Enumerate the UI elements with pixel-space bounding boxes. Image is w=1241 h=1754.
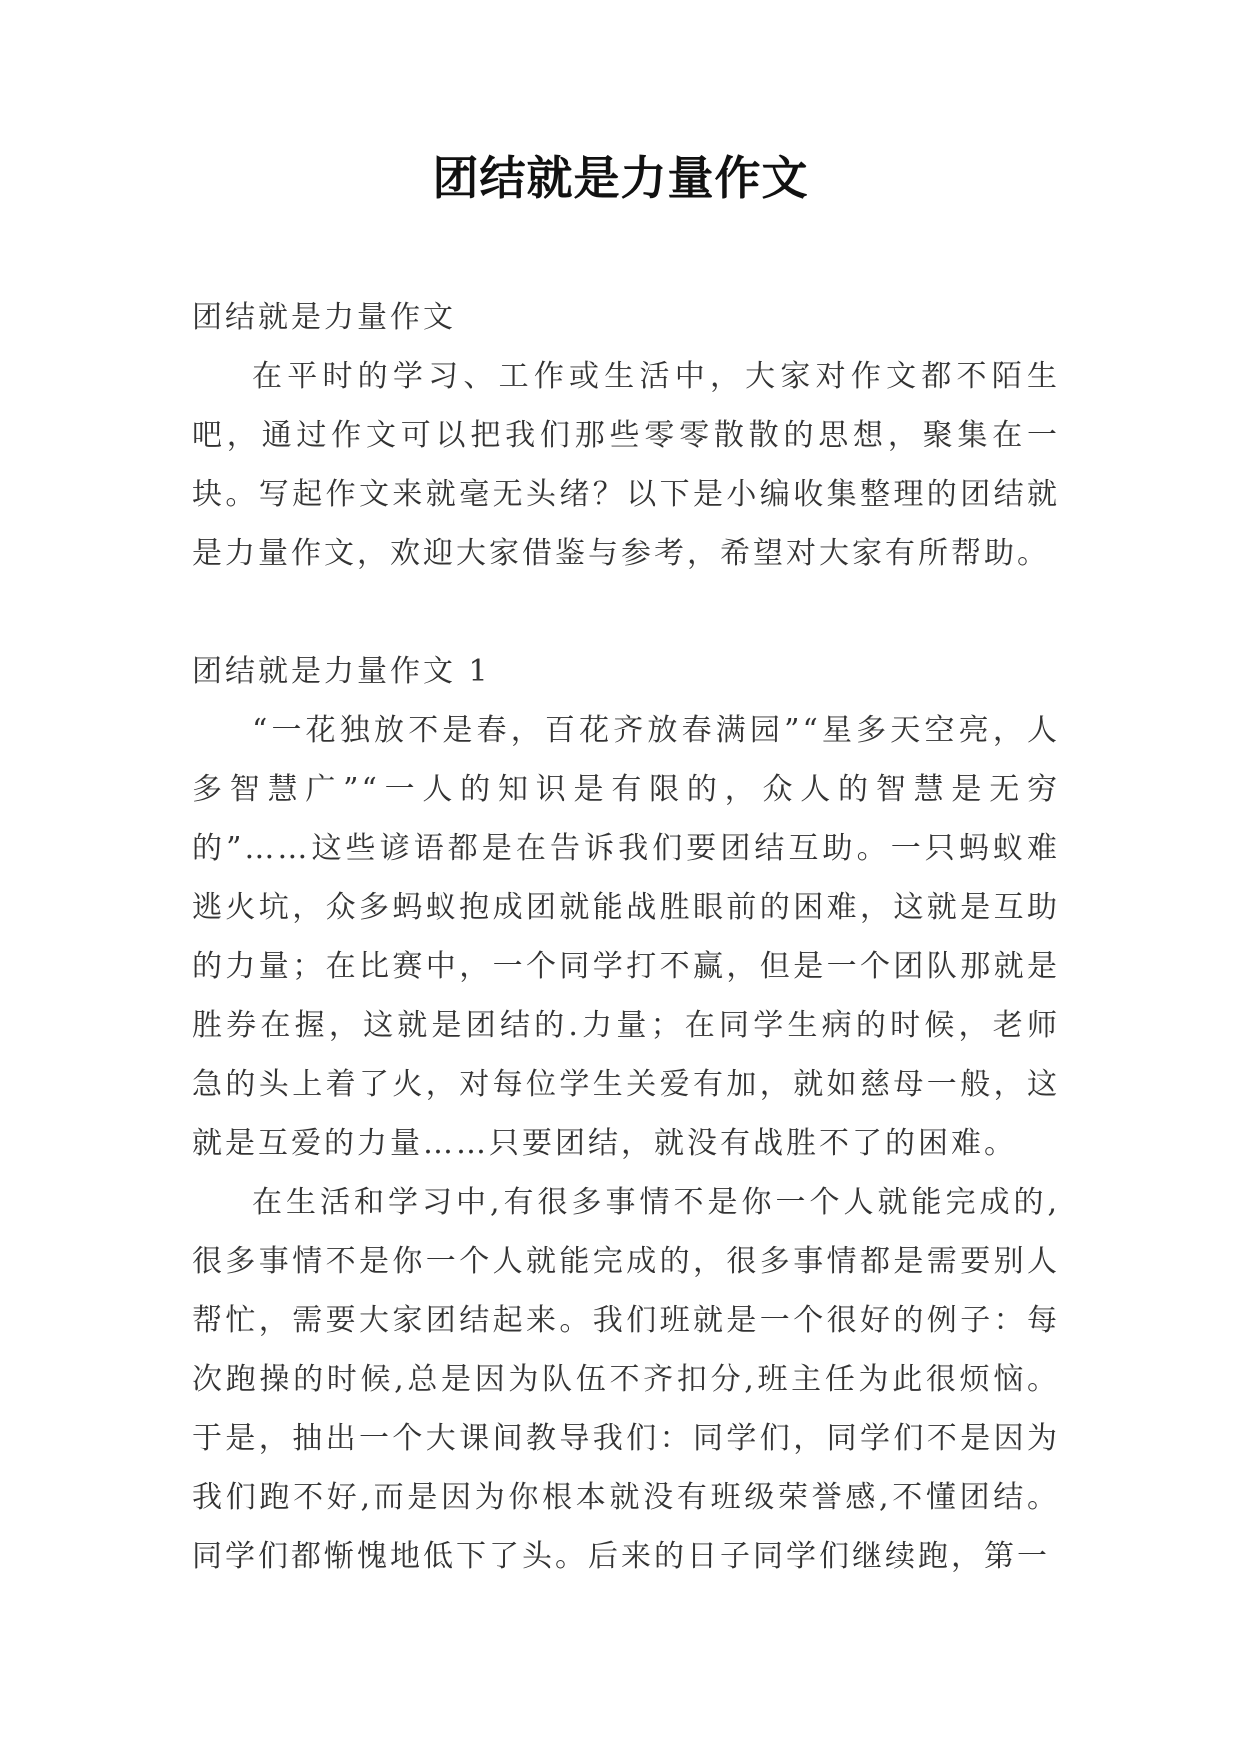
section-paragraph-1: “一花独放不是春，百花齐放春满园”“星多天空亮，人多智慧广”“一人的知识是有限的，众人的智慧是无穷的”……这些谚语都是在告诉我们要团结互助。一只蚂蚁难逃火坑，众多蚂蚁抱成团就能战胜眼前的困难，这就是互助的力量；在比赛中，一个同学打不赢，但是一个团队那就是胜券在握，这就是团结的.力量；在同学生病的时候，老师急的头上着了火，对每位学生关爱有加，就如慈母一般，这就是互爱的力量……只要团结，就没有战胜不了的困难。	[192, 713, 1060, 1161]
intro-heading: 团结就是力量作文	[192, 300, 456, 335]
intro-paragraph: 在平时的学习、工作或生活中，大家对作文都不陌生吧，通过作文可以把我们那些零零散散的思想，聚集在一块。写起作文来就毫无头绪？以下是小编收集整理的团结就是力量作文，欢迎大家借鉴与参考，希望对大家有所帮助。	[192, 359, 1060, 571]
section-spacer	[192, 583, 1060, 642]
document-body	[192, 288, 1060, 1586]
section-paragraph-2: 在生活和学习中,有很多事情不是你一个人就能完成的,很多事情不是你一个人就能完成的，很多事情都是需要别人帮忙，需要大家团结起来。我们班就是一个很好的例子：每次跑操的时候,总是因为队伍不齐扣分,班主任为此很烦恼。于是，抽出一个大课间教导我们：同学们，同学们不是因为我们跑不好,而是因为你根本就没有班级荣誉感,不懂团结。同学们都惭愧地低下了头。后来的日子同学们继续跑，第一	[192, 1185, 1060, 1574]
document-title: 团结就是力量作文	[432, 151, 809, 205]
section-heading: 团结就是力量作文 1	[192, 654, 491, 689]
